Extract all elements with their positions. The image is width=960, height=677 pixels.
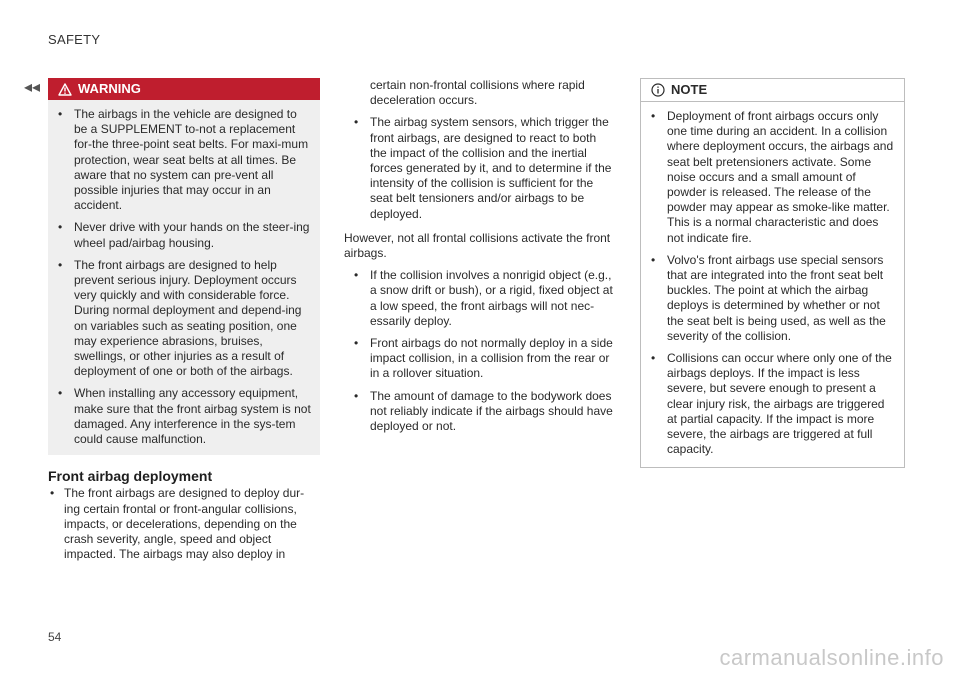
list-item: • Collisions can occur where only one of the airbags deploys. If the impact is less severe, but severe enough to present a clear injury risk, the airbags are triggered at partial capacity. If the impact is more severe, the airbags are triggered at full capacity. xyxy=(641,351,896,457)
list-item: • The airbag system sensors, which trigger the front airbags, are designed to react to both the impact of the collision and the inertial forces generated by it, and to determine if the intensity of the collision is sufficient for the seat belt tensioners and/or airbags to be deployed. xyxy=(344,115,614,221)
sensors-list xyxy=(344,115,614,221)
warning-header xyxy=(48,78,320,100)
note-header xyxy=(641,79,904,102)
note-list xyxy=(641,109,904,457)
watermark: carmanualsonline.info xyxy=(719,645,944,670)
list-item: • Front airbags do not normally deploy in a side impact collision, in a collision from the rear or in a rollover situation. xyxy=(344,336,614,382)
back-nav-icon[interactable]: ◂◂ xyxy=(24,79,41,96)
bullet-continuation: certain non-frontal collisions where rapid deceleration occurs. xyxy=(370,78,585,108)
list-item: • If the collision involves a nonrigid object (e.g., a snow drift or bush), or a rigid, fixed object at a low speed, the front airbags will not nec-essarily deploy. xyxy=(344,268,614,329)
section-heading: Front airbag deployment xyxy=(48,468,213,485)
note-heading: NOTE xyxy=(671,82,708,98)
page-section-title: SAFETY xyxy=(48,32,101,47)
list-item: • Deployment of front airbags occurs only one time during an accident. In a collision where deployment occurs, the airbags and seat belt pretensioners activate. Some noise occurs and a small amount of powder is released. The release of the powder may appear as smoke-like matter. This is a normal characteristic and does not indicate fire. xyxy=(641,109,896,246)
column-left xyxy=(48,78,320,562)
body-paragraph: However, not all frontal collisions activate the front airbags. xyxy=(344,230,611,261)
list-item: • Volvo's front airbags use special sensors that are integrated into the front seat belt buckles. The point at which the airbag deploys is determined by whether or not the seat belt is being used, as well as the severity of the collision. xyxy=(641,253,896,344)
note-box xyxy=(640,78,905,468)
warning-list xyxy=(48,107,320,447)
list-item: • Never drive with your hands on the steer-ing wheel pad/airbag housing. xyxy=(48,220,312,250)
info-circle-icon xyxy=(651,83,665,97)
list-item: • When installing any accessory equipment, make sure that the front airbag system is not damaged. Any interference in the sys-tem could cause malfunction. xyxy=(48,386,312,447)
warning-box xyxy=(48,78,320,455)
page-number: 54 xyxy=(48,630,62,644)
list-item: • The amount of damage to the bodywork does not reliably indicate if the airbags should have deployed or not. xyxy=(344,389,614,435)
column-middle xyxy=(344,78,614,434)
deployment-conditions-list xyxy=(344,268,614,434)
list-item: • The front airbags are designed to deploy dur-ing certain frontal or front-angular collisions, impacts, or decelerations, depending on the crash severity, angle, speed and object impacted. The airbags may also deploy in xyxy=(48,486,320,562)
list-item: • The airbags in the vehicle are designed to be a SUPPLEMENT to-not a replacement for-the three-point seat belts. For maxi-mum protection, wear seat belts at all times. Be aware that no system can pre-vent all possible injuries that may occur in an accident. xyxy=(48,107,312,213)
list-item: • The front airbags are designed to help prevent serious injury. Deployment occurs very quickly and with considerable force. During normal deployment and depend-ing on variables such as seating position, one may experience abrasions, bruises, swellings, or other injuries as a result of deployment of one or both of the airbags. xyxy=(48,258,312,380)
deployment-list xyxy=(48,486,320,562)
warning-triangle-icon xyxy=(58,83,72,96)
column-right xyxy=(640,78,905,468)
warning-heading: WARNING xyxy=(78,81,141,97)
